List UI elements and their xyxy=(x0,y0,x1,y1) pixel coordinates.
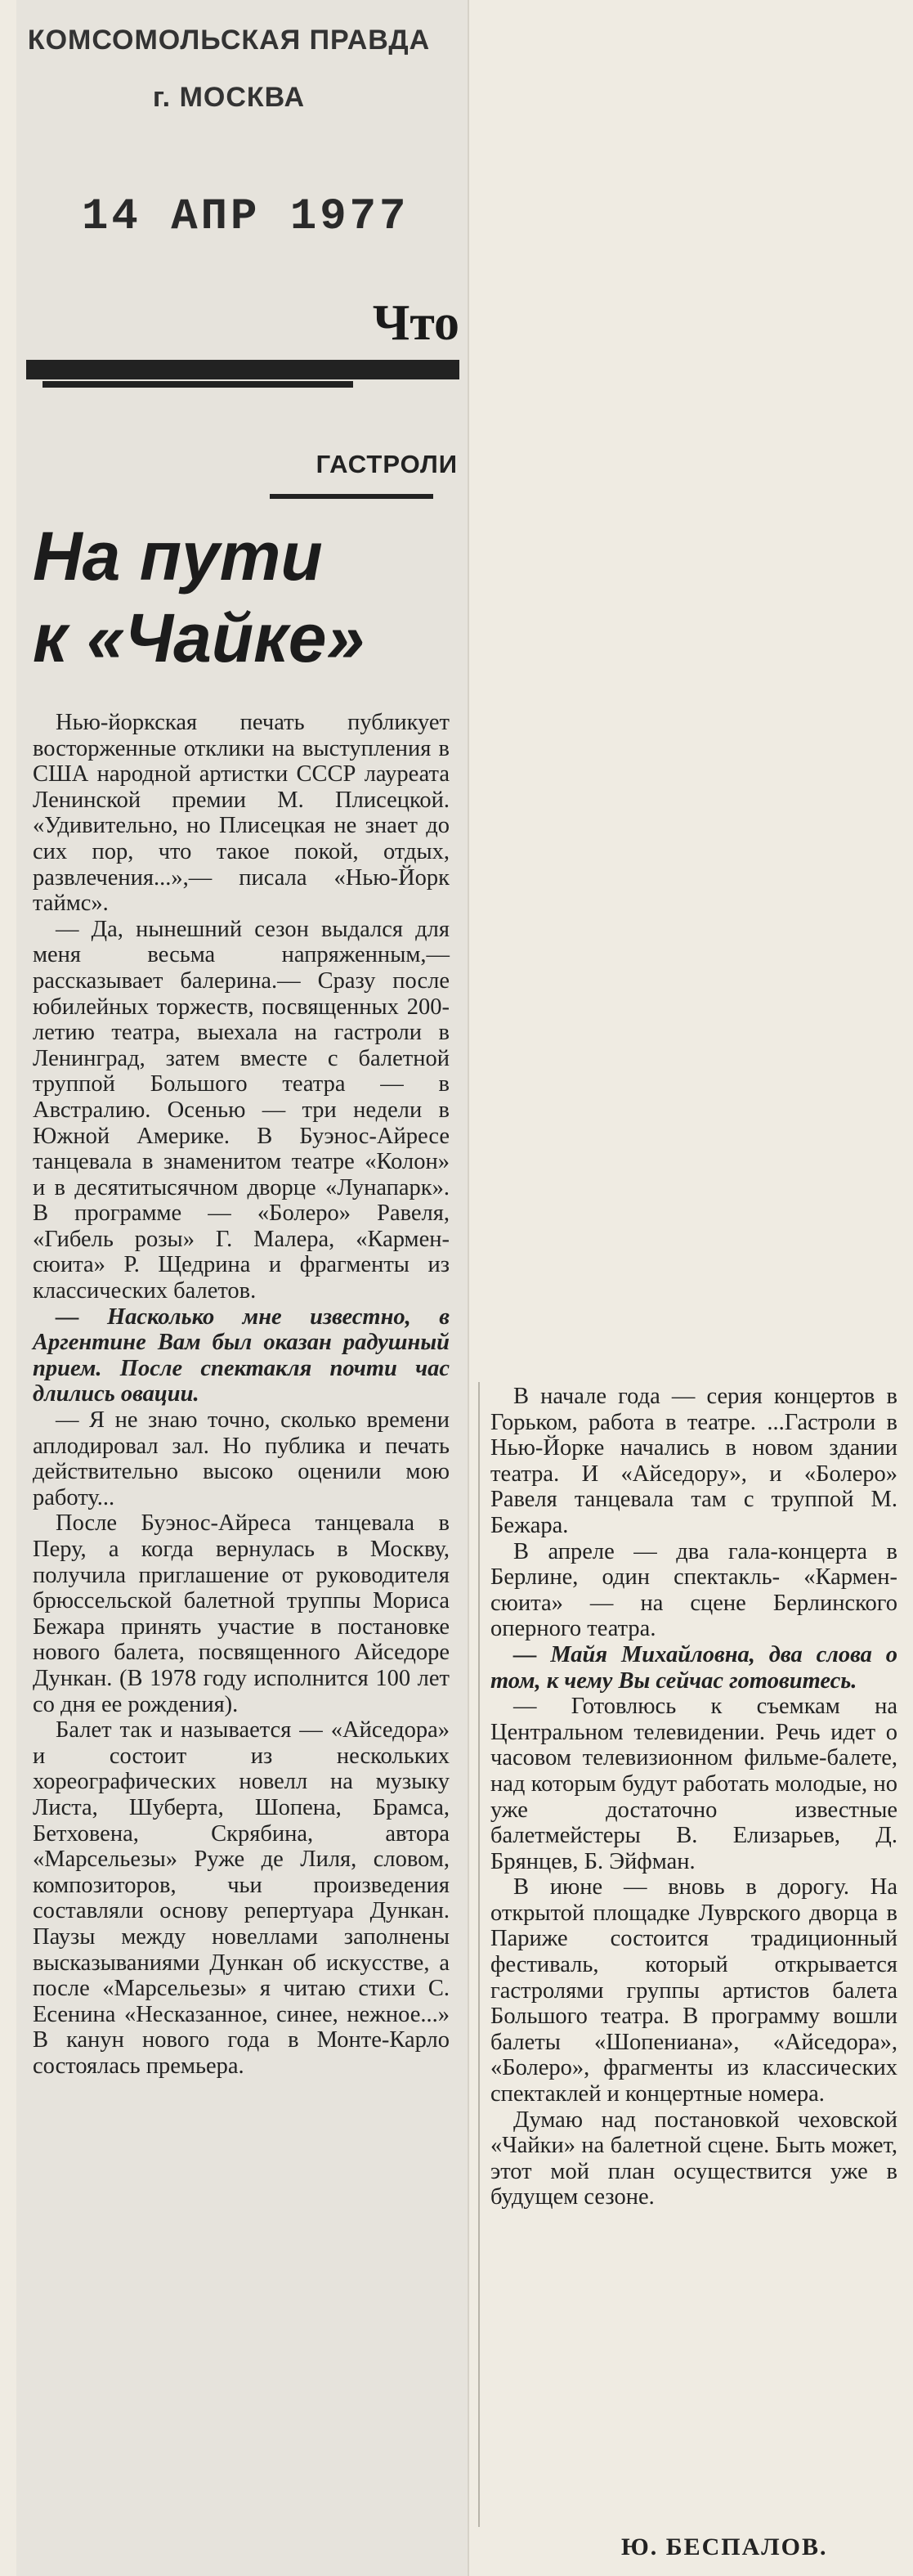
masthead-rule-thick xyxy=(26,360,459,379)
paragraph: — Готовлюсь к съемкам на Центральном телевидении. Речь идет о часовом телевизионном фильме-балете, над которым будут работать молодые, но уже достаточно известные балетмейстеры В. Елизарьев, Д. Брянцев, Б. Эйфман. xyxy=(490,1694,897,1874)
paragraph: После Буэнос-Айреса танцевала в Перу, а когда вернулась в Москву, получила приглашение от руководителя брюссельской балетной труппы Мориса Бежара принять участие в постановке нового балета, посвященного Айседоре Дункан. (В 1978 году исполнится 100 лет со дня ее рождения). xyxy=(33,1510,450,1717)
paragraph: В начале года — серия концертов в Горьком, работа в театре. ...Гастроли в Нью-Йорке начались в новом здании театра. И «Айседору», и «Болеро» Равеля танцевала там с труппой М. Бежара. xyxy=(490,1384,897,1538)
paragraph: Нью-йоркская печать публикует восторженные отклики на выступления в США народной артистки СССР лауреата Ленинской премии М. Плисецкой. «Удивительно, но Плисецкая не знает до сих пор, что такое покой, отдых, развлечения...»,— писала «Нью-Йорк таймс». xyxy=(33,710,450,917)
stamp-newspaper-name: КОМСОМОЛЬСКАЯ ПРАВДА xyxy=(27,25,431,56)
interviewer-question: — Майя Михайловна, два слова о том, к чему Вы сейчас готовитесь. xyxy=(490,1641,897,1694)
headline xyxy=(33,515,458,679)
stamp-date: 14 АПР 1977 xyxy=(82,192,410,242)
article-column-right xyxy=(490,1384,897,2210)
rubric: ГАСТРОЛИ xyxy=(316,450,458,478)
masthead-word: Что xyxy=(372,295,459,351)
paragraph: Думаю над постановкой чеховской «Чайки» на балетной сцене. Быть может, этот мой план осуществится уже в будущем сезоне. xyxy=(490,2107,897,2210)
stamp-city: г. МОСКВА xyxy=(152,82,306,113)
author-signature: Ю. БЕСПАЛОВ. xyxy=(621,2533,828,2560)
paragraph: В июне — вновь в дорогу. На открытой площадке Луврского дворца в Париже состоится традиционный фестиваль, который открывается гастролями группы артистов балета Большого театра. В программу вошли балеты «Шопениана», «Айседора», «Болеро», фрагменты из классических спектаклей и концертные номера. xyxy=(490,1874,897,2107)
column-divider xyxy=(478,1382,480,2527)
paragraph: — Я не знаю точно, сколько времени аплодировал зал. Но публика и печать действительно высоко оценили мою работу... xyxy=(33,1407,450,1510)
paragraph: Балет так и называется — «Айседора» и состоит из нескольких хореографических новелл на музыку Листа, Шуберта, Шопена, Брамса, Бетховена, Скрябина, автора «Марсельезы» Руже де Лиля, словом, композиторов, чьи произведения составляли основу репертуара Дункан. Паузы между новеллами заполнены высказываниями Дункан об искусстве, а после «Марсельезы» я читаю стихи С. Есенина «Несказанное, синее, нежное...» В канун нового года в Монте-Карло состоялась премьера. xyxy=(33,1717,450,2079)
section-masthead xyxy=(26,270,459,393)
masthead-rule-thin xyxy=(43,381,353,388)
rubric-underline xyxy=(270,494,433,499)
headline-line-1: На пути xyxy=(33,518,323,595)
paragraph: В апреле — два гала-концерта в Берлине, один спектакль- «Кармен-сюита» — на сцене Берлинского оперного театра. xyxy=(490,1538,897,1642)
headline-line-2: к «Чайке» xyxy=(33,599,365,676)
interviewer-question: — Насколько мне известно, в Аргентине Вам был оказан радушный прием. После спектакля почти час длились овации. xyxy=(33,1304,450,1407)
paragraph: — Да, нынешний сезон выдался для меня весьма напряженным,— рассказывает балерина.— Сразу после юбилейных торжеств, посвященных 200-летию театра, выехала на гастроли в Ленинград, затем вместе с балетной труппой Большого театра — в Австралию. Осенью — три недели в Южной Америке. В Буэнос-Айресе танцевала в знаменитом театре «Колон» и в десятитысячном дворце «Лунапарк». В программе — «Болеро» Равеля, «Гибель розы» Г. Малера, «Кармен-сюита» Р. Щедрина и фрагменты из классических балетов. xyxy=(33,916,450,1304)
article-column-left xyxy=(33,710,450,2079)
